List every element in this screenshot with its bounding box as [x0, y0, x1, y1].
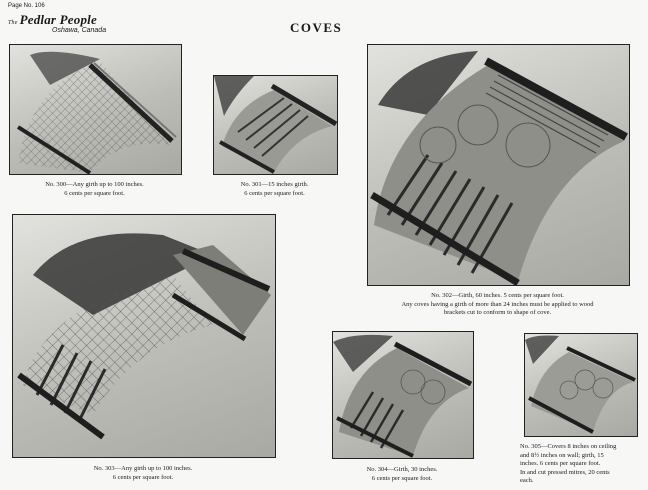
brand-prefix: The — [8, 20, 18, 26]
caption-304: No. 304—Girth, 30 inches. 6 cents per square foot. — [366, 466, 438, 482]
cove-303-image — [12, 214, 276, 458]
caption-300: No. 300—Any girth up to 100 inches. 6 cents per square foot. — [45, 181, 144, 197]
brand-location: Oshawa, Canada — [52, 27, 107, 34]
cove-301-image — [213, 75, 338, 175]
caption-305: No. 305—Covers 8 inches on ceiling and 8½ inches on wall; girth, 15 inches. 6 cents per square foot. In and cut pressed mitres, 20 cents each. — [520, 443, 617, 484]
cove-302-image — [367, 44, 630, 286]
cove-305-image — [524, 333, 638, 437]
cove-304-image — [332, 331, 474, 459]
caption-302: No. 302—Girth, 60 inches. 5 cents per square foot. Any coves having a girth of more than 24 inches must be applied to wood brackets cut to conform to shape of cove. — [401, 292, 594, 316]
cove-300-image — [9, 44, 182, 175]
brand-title: Pedlar People — [19, 12, 97, 27]
page-title: COVES — [290, 20, 343, 35]
caption-303: No. 303—Any girth up to 100 inches. 6 cents per square foot. — [93, 465, 193, 481]
brand-name — [8, 12, 97, 28]
caption-301: No. 301—15 inches girth. 6 cents per square foot. — [240, 181, 309, 197]
page-number: Page No. 106 — [8, 3, 45, 9]
